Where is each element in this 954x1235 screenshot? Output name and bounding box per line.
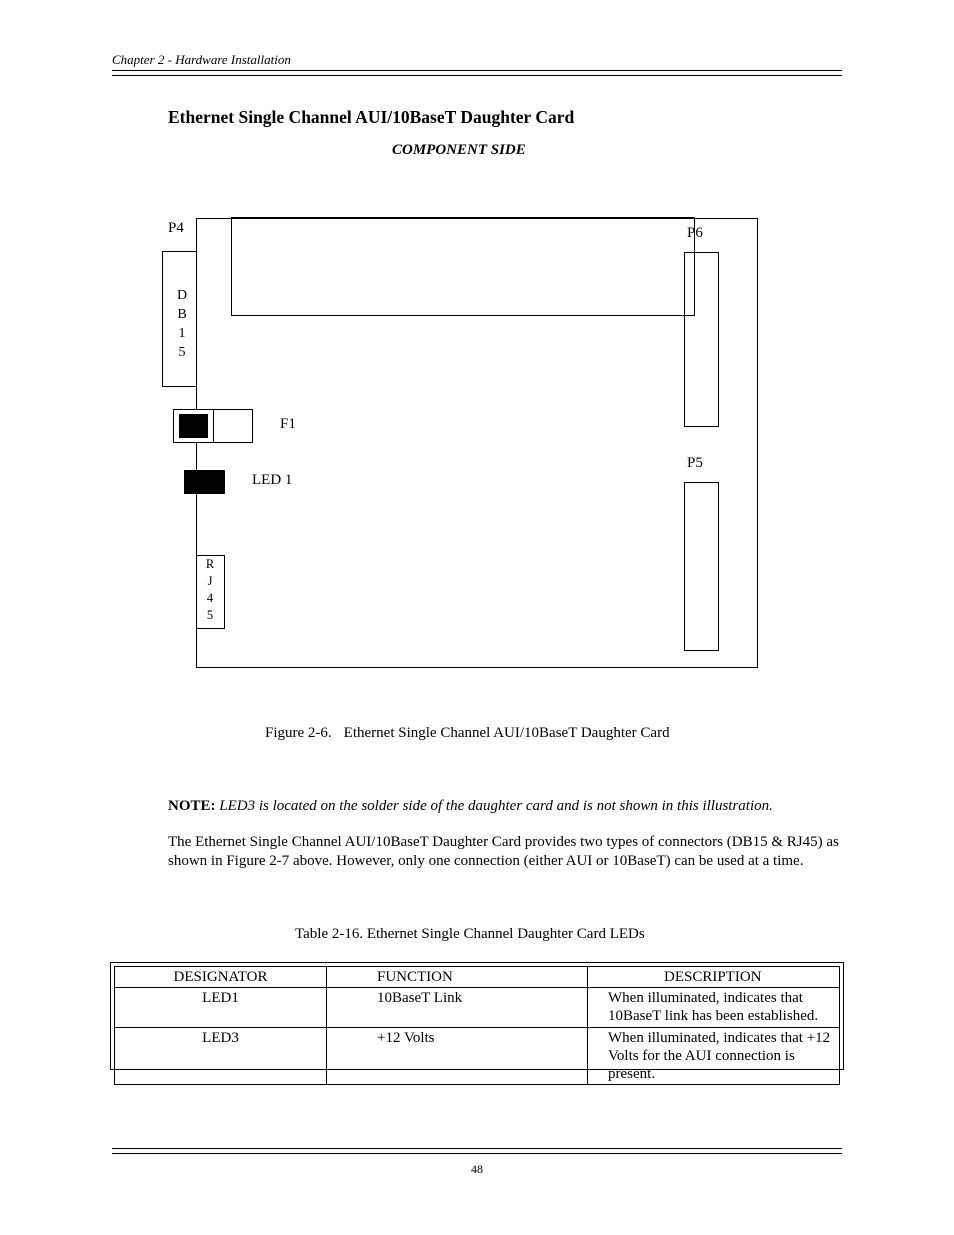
header-designator: DESIGNATOR	[115, 967, 327, 988]
led-table	[114, 966, 840, 1085]
cell-function: 10BaseT Link	[327, 988, 588, 1028]
p5-label: P5	[687, 455, 703, 471]
db15-char: 5	[178, 345, 186, 360]
rj45-char: R	[205, 557, 215, 571]
note-label: NOTE:	[168, 798, 216, 814]
top-component-block	[231, 217, 695, 316]
p6-connector	[684, 252, 719, 427]
table-row	[115, 988, 840, 1028]
rj45-label	[199, 556, 221, 624]
led1-indicator	[184, 470, 225, 494]
header-rule-bottom	[112, 75, 842, 76]
p4-label: P4	[168, 220, 184, 236]
cell-designator: LED1	[115, 988, 327, 1028]
note	[168, 798, 773, 815]
note-text: LED3 is located on the solder side of the daughter card and is not shown in this illustration.	[219, 798, 773, 814]
body-paragraph: The Ethernet Single Channel AUI/10BaseT Daughter Card provides two types of connectors (DB15 & RJ45) as shown in Figure 2-7 above. However, only one connection (either AUI or 10BaseT) can be used at a time.	[168, 834, 839, 869]
fuse-f1-element	[179, 414, 208, 438]
table-row	[115, 1028, 840, 1085]
led-table-frame	[110, 962, 844, 1082]
f1-label: F1	[280, 416, 296, 432]
footer-rule-top	[112, 1148, 842, 1149]
page-number: 48	[471, 1162, 483, 1176]
figure-number: Figure 2-6.	[265, 725, 332, 741]
footer-rule-bottom	[112, 1153, 842, 1154]
db15-label	[172, 286, 192, 362]
table-header-row	[115, 967, 840, 988]
rj45-char: J	[207, 574, 213, 588]
header-description: DESCRIPTION	[588, 967, 840, 988]
led1-label: LED 1	[252, 472, 293, 488]
cell-description: When illuminated, indicates that +12 Volts for the AUI connection is present.	[588, 1028, 840, 1085]
figure-caption	[265, 725, 670, 742]
p6-label: P6	[687, 225, 703, 241]
db15-char: D	[176, 288, 188, 303]
section-title: Ethernet Single Channel AUI/10BaseT Daughter Card	[168, 107, 575, 127]
cell-designator: LED3	[115, 1028, 327, 1085]
db15-char: 1	[178, 326, 186, 341]
table-caption: Table 2-16. Ethernet Single Channel Daughter Card LEDs	[295, 926, 645, 942]
db15-char: B	[177, 307, 187, 322]
cell-description: When illuminated, indicates that 10BaseT link has been established.	[588, 988, 840, 1028]
figure-caption-text: Ethernet Single Channel AUI/10BaseT Daughter Card	[343, 725, 670, 741]
header-function: FUNCTION	[327, 967, 588, 988]
rj45-char: 4	[206, 591, 214, 605]
header-rule-top	[112, 70, 842, 71]
diagram-subtitle: COMPONENT SIDE	[392, 142, 526, 158]
cell-function: +12 Volts	[327, 1028, 588, 1085]
p5-connector	[684, 482, 719, 651]
rj45-char: 5	[206, 608, 214, 622]
running-header: Chapter 2 - Hardware Installation	[112, 52, 291, 67]
